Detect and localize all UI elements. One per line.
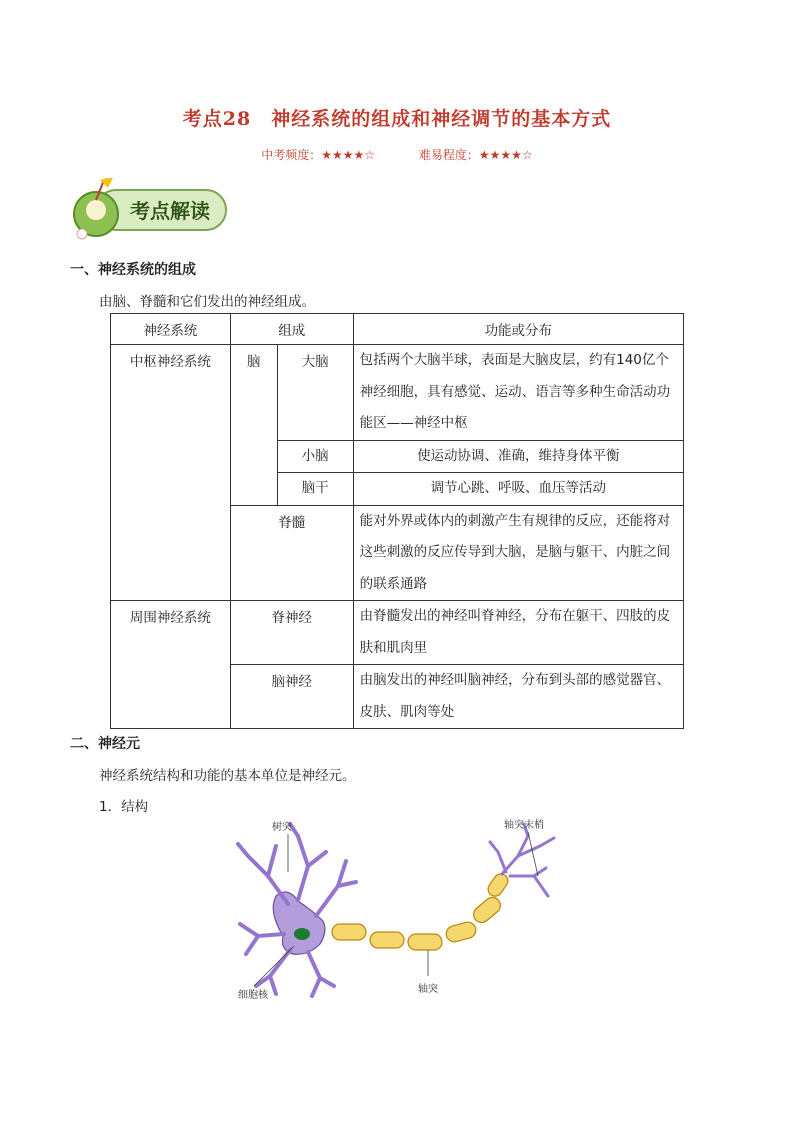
label-axon-terminal: 轴突末梢 <box>504 820 544 831</box>
section2-heading: 二、神经元 <box>70 736 140 752</box>
structure-subheading: 1．结构 <box>99 799 149 815</box>
flower-icon <box>77 229 87 239</box>
label-axon: 轴突 <box>418 984 438 995</box>
cranial-nerve: 脑神经 <box>230 665 353 729</box>
page-title: 考点28 神经系统的组成和神经调节的基本方式 <box>182 108 612 130</box>
cranial-nerve-desc: 由脑发出的神经叫脑神经，分布到头部的感觉器官、皮肤、肌肉等处 <box>353 665 683 729</box>
section1-intro: 由脑、脊髓和它们发出的神经组成。 <box>99 294 315 310</box>
section-badge <box>70 178 230 242</box>
spinal-cord: 脊髓 <box>230 505 353 601</box>
axon-myelin <box>332 871 511 950</box>
spinal-nerve-desc: 由脊髓发出的神经叫脊神经，分布在躯干、四肢的皮肤和肌肉里 <box>353 601 683 665</box>
cerebellum-desc: 使运动协调、准确，维持身体平衡 <box>353 440 683 473</box>
cerebrum: 大脑 <box>277 345 353 441</box>
section1-heading: 一、神经系统的组成 <box>70 262 196 278</box>
peripheral-nervous-system: 周围神经系统 <box>111 601 231 729</box>
label-nucleus: 细胞核 <box>238 990 268 1001</box>
spinal-cord-desc: 能对外界或体内的刺激产生有规律的反应，还能将对这些刺激的反应传导到大脑，是脑与躯干、内脏之间的联系通路 <box>353 505 683 601</box>
frequency-rating: 中考频度：★★★★☆ <box>261 148 376 162</box>
label-dendrite: 树突 <box>272 822 292 833</box>
meta-line <box>0 146 794 163</box>
nervous-system-table <box>110 313 684 729</box>
cerebrum-desc: 包括两个大脑半球，表面是大脑皮层，约有140亿个神经细胞，具有感觉、运动、语言等多种生命活动功能区——神经中枢 <box>353 345 683 441</box>
neuron-diagram <box>228 816 568 1002</box>
cerebellum: 小脑 <box>277 440 353 473</box>
header-composition: 组成 <box>230 314 353 345</box>
header-function: 功能或分布 <box>353 314 683 345</box>
brainstem: 脑干 <box>277 473 353 506</box>
cell-nucleus <box>294 928 310 940</box>
difficulty-rating: 难易程度：★★★★☆ <box>418 148 533 162</box>
brainstem-desc: 调节心跳、呼吸、血压等活动 <box>353 473 683 506</box>
brain: 脑 <box>230 345 277 506</box>
section2-intro: 神经系统结构和功能的基本单位是神经元。 <box>99 768 356 784</box>
spinal-nerve: 脊神经 <box>230 601 353 665</box>
header-system: 神经系统 <box>111 314 231 345</box>
badge-label: 考点解读 <box>130 199 210 223</box>
central-nervous-system: 中枢神经系统 <box>111 345 231 601</box>
